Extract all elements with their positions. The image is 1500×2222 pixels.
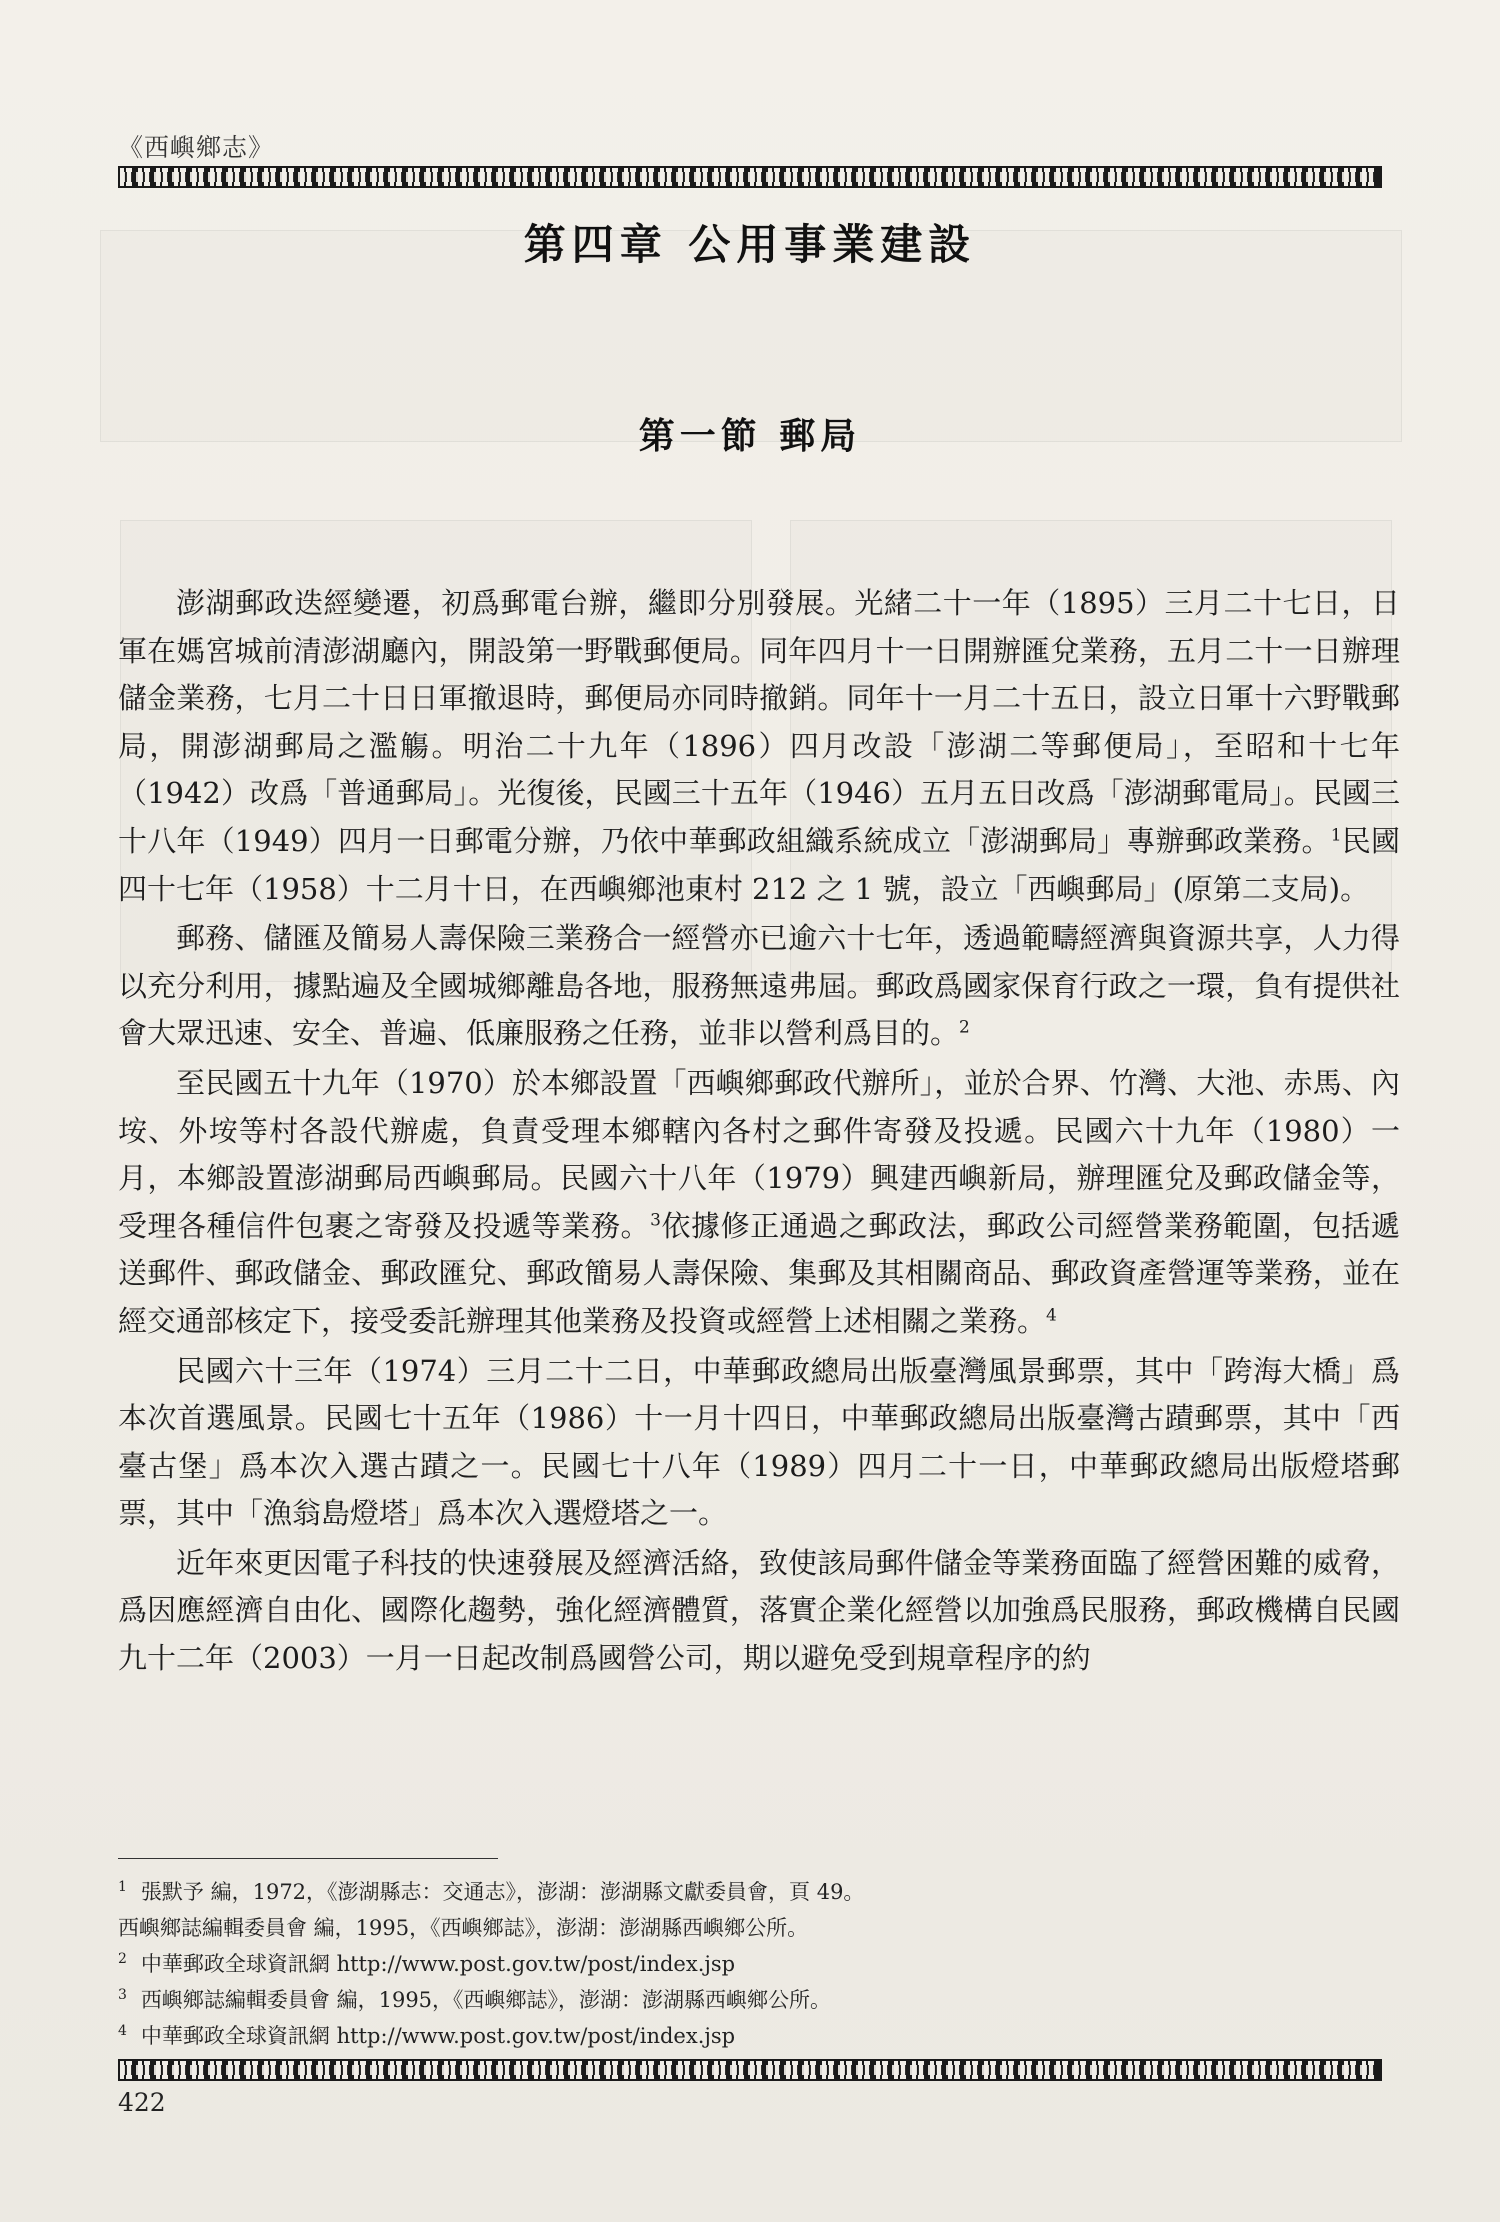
footnote-marker: 2 bbox=[118, 1951, 127, 1967]
footnote-marker: 1 bbox=[118, 1879, 127, 1895]
footnote bbox=[118, 1946, 1378, 1982]
paragraph-text: 至民國五十九年（1970）於本鄉設置「西嶼鄉郵政代辦所」，並於合界、竹灣、大池、赤馬、內垵、外垵等村各設代辦處，負責受理本鄉轄內各村之郵件寄發及投遞。民國六十九年（1980）一月，本鄉設置澎湖郵局西嶼郵局。民國六十八年（1979）興建西嶼新局，辦理匯兌及郵政儲金等，受理各種信件包裹之寄發及投遞等業務。 bbox=[118, 1065, 1400, 1243]
paragraph bbox=[118, 580, 1400, 913]
chapter-title: 第四章 公用事業建設 bbox=[523, 220, 977, 269]
paragraph bbox=[118, 1348, 1400, 1538]
footnote bbox=[118, 1982, 1378, 2018]
running-header: 《西嶼鄉志》 bbox=[118, 133, 275, 162]
paragraph-text: 民國四十七年（1958）十二月十日，在西嶼鄉池東村 212 之 1 號，設立「西嶼郵局」(原第二支局)。 bbox=[118, 823, 1400, 906]
body-text bbox=[118, 580, 1400, 1685]
paragraph-text: 依據修正通過之郵政法，郵政公司經營業務範圍，包括遞送郵件、郵政儲金、郵政匯兌、郵政簡易人壽保險、集郵及其相關商品、郵政資產營運等業務，並在經交通部核定下，接受委託辦理其他業務及投資或經營上述相關之業務。 bbox=[118, 1208, 1400, 1338]
paragraph-text: 郵務、儲匯及簡易人壽保險三業務合一經營亦已逾六十七年，透過範疇經濟與資源共享，人力得以充分利用，據點遍及全國城鄉離島各地，服務無遠弗屆。郵政爲國家保育行政之一環，負有提供社會大眾迅速、安全、普遍、低廉服務之任務，並非以營利爲目的。 bbox=[118, 921, 1400, 1051]
footnote bbox=[118, 1910, 1378, 1946]
footnote-text: 中華郵政全球資訊網 http://www.post.gov.tw/post/index.jsp bbox=[140, 1952, 736, 1976]
footnote-ref: 2 bbox=[959, 1017, 970, 1038]
paragraph-text: 民國六十三年（1974）三月二十二日，中華郵政總局出版臺灣風景郵票，其中「跨海大橋」爲本次首選風景。民國七十五年（1986）十一月十四日，中華郵政總局出版臺灣古蹟郵票，其中「西臺古堡」爲本次入選古蹟之一。民國七十八年（1989）四月二十一日，中華郵政總局出版燈塔郵票，其中「漁翁島燈塔」爲本次入選燈塔之一。 bbox=[118, 1353, 1400, 1531]
footnote bbox=[118, 1874, 1378, 1910]
footnote-text: 中華郵政全球資訊網 http://www.post.gov.tw/post/index.jsp bbox=[140, 2024, 736, 2048]
paragraph bbox=[118, 1540, 1400, 1683]
paragraph-text: 澎湖郵政迭經變遷，初爲郵電台辦，繼即分別發展。光緒二十一年（1895）三月二十七日，日軍在媽宮城前清澎湖廳內，開設第一野戰郵便局。同年四月十一日開辦匯兌業務，五月二十一日辦理儲金業務，七月二十日日軍撤退時，郵便局亦同時撤銷。同年十一月二十五日，設立日軍十六野戰郵局，開澎湖郵局之濫觴。明治二十九年（1896）四月改設「澎湖二等郵便局」，至昭和十七年（1942）改爲「普通郵局」。光復後，民國三十五年（1946）五月五日改爲「澎湖郵電局」。民國三十八年（1949）四月一日郵電分辦，乃依中華郵政組織系統成立「澎湖郵局」專辦郵政業務。 bbox=[118, 586, 1400, 858]
paragraph bbox=[118, 915, 1400, 1058]
paragraph-text: 近年來更因電子科技的快速發展及經濟活絡，致使該局郵件儲金等業務面臨了經營困難的威脅，爲因應經濟自由化、國際化趨勢，強化經濟體質，落實企業化經營以加強爲民服務，郵政機構自民國九十二年（2003）一月一日起改制爲國營公司，期以避免受到規章程序的約 bbox=[118, 1545, 1400, 1676]
footnote-ref: 4 bbox=[1046, 1305, 1057, 1326]
greek-key-border-bottom bbox=[118, 2059, 1382, 2081]
page-number: 422 bbox=[118, 2088, 166, 2117]
footnote-text: 西嶼鄉誌編輯委員會 編，1995，《西嶼鄉誌》，澎湖：澎湖縣西嶼鄉公所。 bbox=[140, 1988, 832, 2012]
section-title: 第一節 郵局 bbox=[638, 415, 862, 457]
footnote-ref: 1 bbox=[1330, 825, 1342, 846]
footnote-separator bbox=[118, 1858, 498, 1859]
paragraph bbox=[118, 1060, 1400, 1346]
footnote-marker: 3 bbox=[118, 1987, 127, 2003]
footnote-ref: 3 bbox=[650, 1210, 661, 1231]
footnote-marker: 4 bbox=[118, 2023, 127, 2039]
footnote-text: 張默予 編，1972，《澎湖縣志：交通志》，澎湖：澎湖縣文獻委員會，頁 49。 bbox=[140, 1880, 865, 1904]
footnote-text: 西嶼鄉誌編輯委員會 編，1995，《西嶼鄉誌》，澎湖：澎湖縣西嶼鄉公所。 bbox=[118, 1916, 809, 1940]
greek-key-border-top bbox=[118, 166, 1382, 188]
footnote bbox=[118, 2018, 1378, 2054]
footnotes bbox=[118, 1874, 1378, 2054]
